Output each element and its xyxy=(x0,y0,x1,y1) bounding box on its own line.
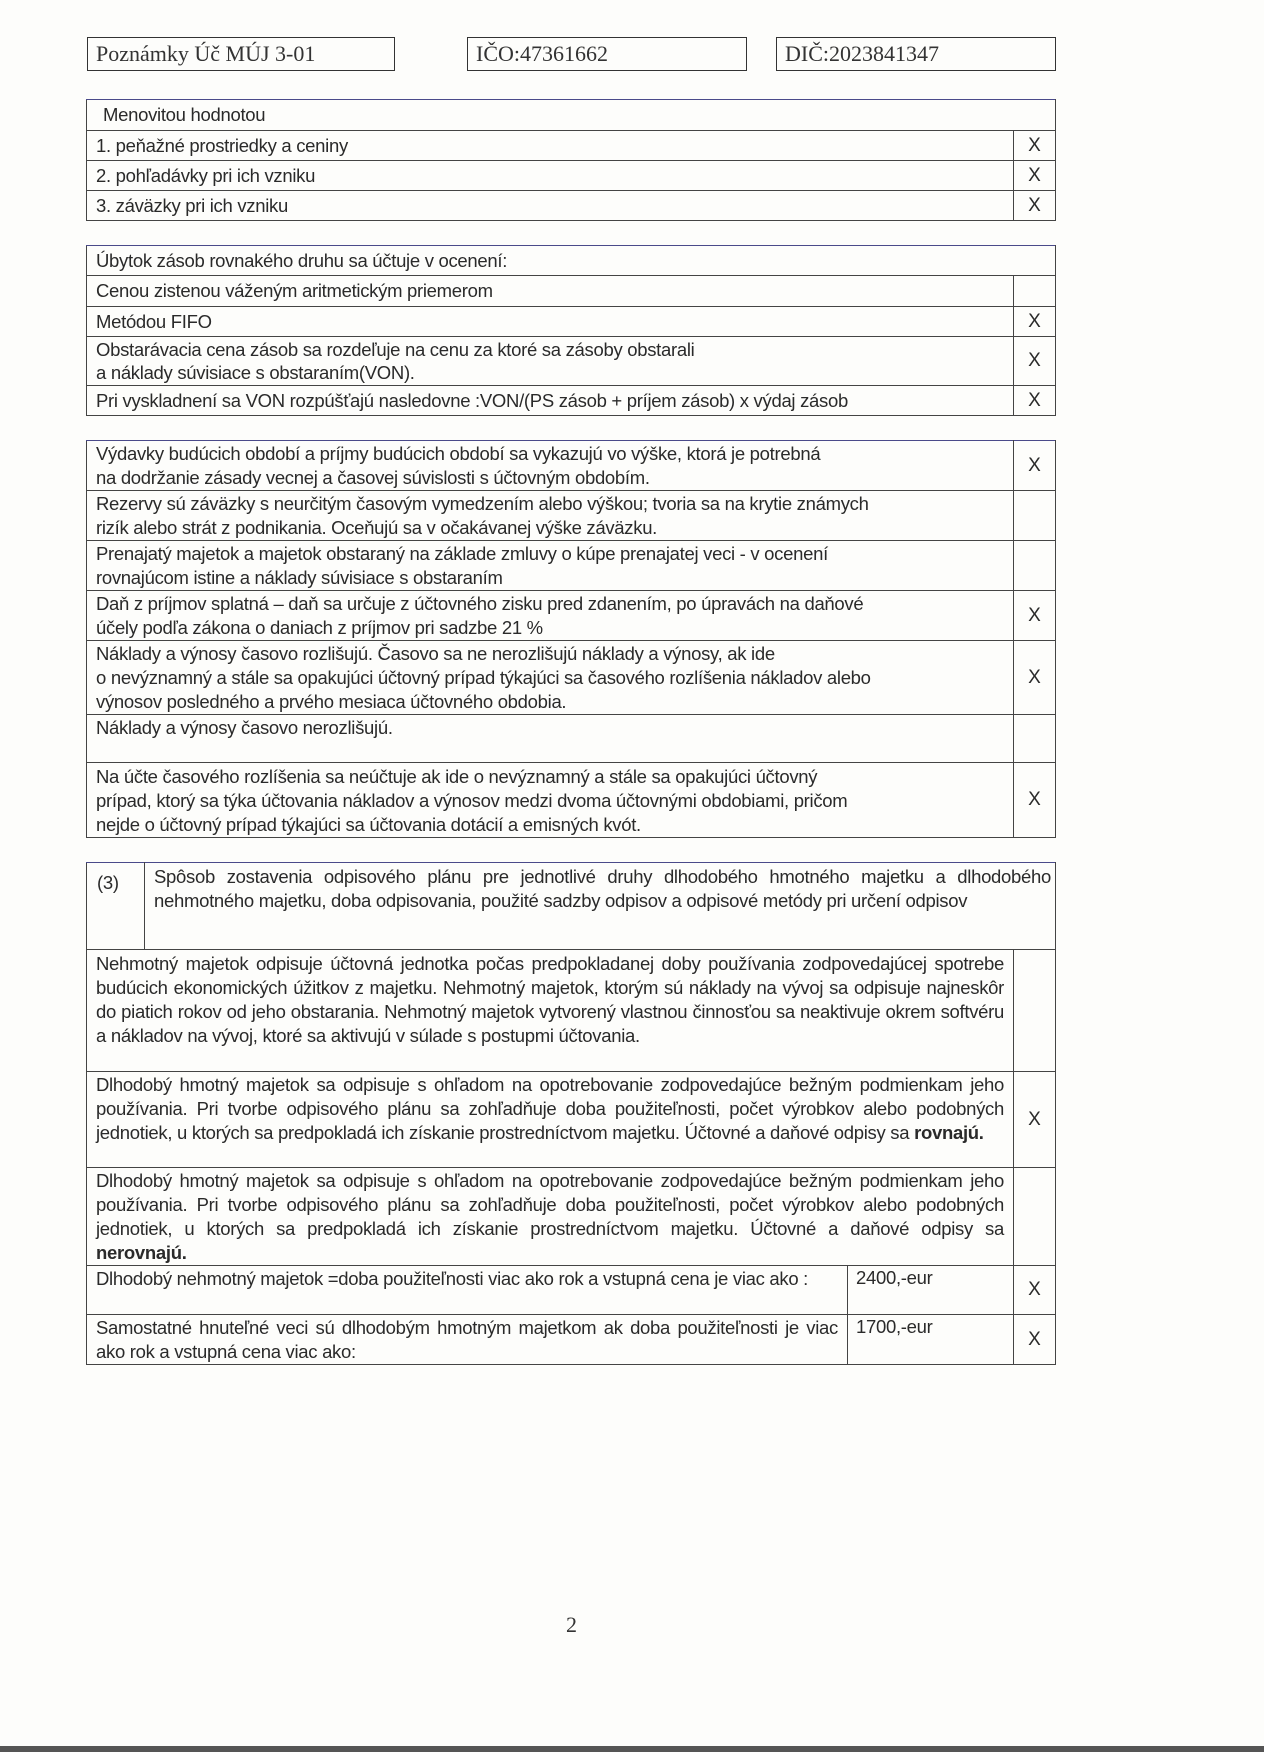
table-row: 3. záväzky pri ich vzniku X xyxy=(87,191,1056,221)
check-mark xyxy=(1014,1168,1056,1266)
emphasis: rovnajú. xyxy=(914,1122,984,1143)
table-row: Dlhodobý nehmotný majetok =doba použiteľnosti viac ako rok a vstupná cena je viac ako : 2400,-eur X xyxy=(87,1266,1056,1315)
table-title: Menovitou hodnotou xyxy=(87,100,1056,131)
depreciation-plan-table xyxy=(86,862,1056,1365)
table-row: Daň z príjmov splatná – daň sa určuje z účtovného zisku pred zdanením, po úpravách na daňové účely podľa zákona o daniach z príjmov pri sadzbe 21 % X xyxy=(87,591,1056,641)
check-mark xyxy=(1014,541,1056,591)
check-mark: X xyxy=(1014,1266,1056,1315)
check-mark xyxy=(1014,491,1056,541)
check-mark: X xyxy=(1013,337,1055,386)
check-mark: X xyxy=(1013,191,1055,221)
document-body xyxy=(86,99,1056,1365)
amount: 2400,-eur xyxy=(848,1266,1014,1315)
table-row: Rezervy sú záväzky s neurčitým časovým vymedzením alebo výškou; tvoria sa na krytie známych rizík alebo strát z podnikania. Oceňujú sa v očakávanej výške záväzku. xyxy=(87,491,1056,541)
inventory-valuation-table xyxy=(86,245,1056,416)
check-mark: X xyxy=(1014,641,1056,715)
table-row: Obstarávacia cena zásob sa rozdeľuje na cenu za ktoré sa zásoby obstarali a náklady súvisiace s obstaraním(VON). X xyxy=(87,337,1056,386)
accruals-table xyxy=(86,440,1056,838)
check-mark: X xyxy=(1013,307,1055,337)
row-text: Dlhodobý hmotný majetok sa odpisuje s ohľadom na opotrebovanie zodpovedajúce bežným podmienkam jeho používania. Pri tvorbe odpisového plánu sa zohľadňuje doba použiteľnosti, počet výrobkov alebo podobných jednotiek, u ktorých sa predpokladá ich získanie prostredníctvom majetku. Účtovné a daňové odpisy sa xyxy=(96,1170,1004,1239)
table-row: Náklady a výnosy časovo rozlišujú. Časovo sa ne nerozlišujú náklady a výnosy, ak ide o nevýznamný a stále sa opakujúci účtovný prípad týkajúci sa časového rozlíšenia nákladov alebo výnosov posledného a prvého mesiaca účtovného obdobia. X xyxy=(87,641,1056,715)
scan-edge xyxy=(0,1746,1264,1752)
check-mark xyxy=(1014,715,1056,763)
nominal-value-table xyxy=(86,99,1056,221)
page-number: 2 xyxy=(566,1612,577,1637)
table-row: Nehmotný majetok odpisuje účtovná jednotka počas predpokladanej doby používania zodpovedajúcej spotrebe budúcich ekonomických úžitkov z majetku. Nehmotný majetok, ktorým sú náklady na vývoj sa odpisuje najneskôr do piatich rokov od jeho obstarania. Nehmotný majetok vytvorený vlastnou činnosťou sa neaktivuje okrem softvéru a nákladov na vývoj, ktoré sa aktivujú v súlade s postupmi účtovania. xyxy=(87,950,1056,1072)
table-row: Samostatné hnuteľné veci sú dlhodobým hmotným majetkom ak doba použiteľnosti je viac ako rok a vstupná cena viac ako: 1700,-eur X xyxy=(87,1315,1056,1365)
check-mark: X xyxy=(1014,1315,1056,1365)
table-row: Na účte časového rozlíšenia sa neúčtuje ak ide o nevýznamný a stále sa opakujúci účtovný prípad, ktorý sa týka účtovania nákladov a výnosov medzi dvoma účtovnými obdobiami, pričom nejde o účtovný prípad týkajúci sa účtovania dotácií a emisných kvót. X xyxy=(87,763,1056,838)
table-row: 1. peňažné prostriedky a ceniny X xyxy=(87,131,1056,161)
check-mark: X xyxy=(1013,386,1055,416)
amount: 1700,-eur xyxy=(848,1315,1014,1365)
check-mark: X xyxy=(1013,161,1055,191)
table-row xyxy=(87,1072,1056,1168)
table-row: Prenajatý majetok a majetok obstaraný na základe zmluvy o kúpe prenajatej veci - v ocenení rovnajúcom istine a náklady súvisiace s obstaraním xyxy=(87,541,1056,591)
table-title: Úbytok zásob rovnakého druhu sa účtuje v ocenení: xyxy=(87,246,1056,276)
section-title: Spôsob zostavenia odpisového plánu pre jednotlivé druhy dlhodobého hmotného majetku a dlhodobého nehmotného majetku, doba odpisovania, použité sadzby odpisov a odpisové metódy pri určení odpisov xyxy=(145,863,1056,950)
section-number: (3) xyxy=(87,863,145,950)
ico-box: IČO:47361662 xyxy=(467,37,747,71)
table-row: Výdavky budúcich období a príjmy budúcich období sa vykazujú vo výške, ktorá je potrebná na dodržanie zásady vecnej a časovej súvislosti s účtovným obdobím. X xyxy=(87,441,1056,491)
emphasis: nerovnajú. xyxy=(96,1242,187,1263)
table-row xyxy=(87,1168,1056,1266)
check-mark: X xyxy=(1014,763,1056,838)
check-mark: X xyxy=(1014,1072,1056,1168)
note-reference-box: Poznámky Úč MÚJ 3-01 xyxy=(87,37,395,71)
check-mark: X xyxy=(1013,131,1055,161)
check-mark: X xyxy=(1014,591,1056,641)
check-mark xyxy=(1013,276,1055,307)
check-mark xyxy=(1014,950,1056,1072)
table-row: Cenou zistenou váženým aritmetickým priemerom xyxy=(87,276,1056,307)
table-row: Náklady a výnosy časovo nerozlišujú. xyxy=(87,715,1056,763)
check-mark: X xyxy=(1014,441,1056,491)
row-text: Dlhodobý hmotný majetok sa odpisuje s ohľadom na opotrebovanie zodpovedajúce bežným podmienkam jeho používania. Pri tvorbe odpisového plánu sa zohľadňuje doba použiteľnosti, počet výrobkov alebo podobných jednotiek, u ktorých sa predpokladá ich získanie prostredníctvom majetku. Účtovné a daňové odpisy sa xyxy=(96,1074,1004,1143)
table-row: 2. pohľadávky pri ich vzniku X xyxy=(87,161,1056,191)
table-row: Metódou FIFO X xyxy=(87,307,1056,337)
dic-box: DIČ:2023841347 xyxy=(776,37,1056,71)
table-row: Pri vyskladnení sa VON rozpúšťajú nasledovne :VON/(PS zásob + príjem zásob) x výdaj zásob X xyxy=(87,386,1056,416)
